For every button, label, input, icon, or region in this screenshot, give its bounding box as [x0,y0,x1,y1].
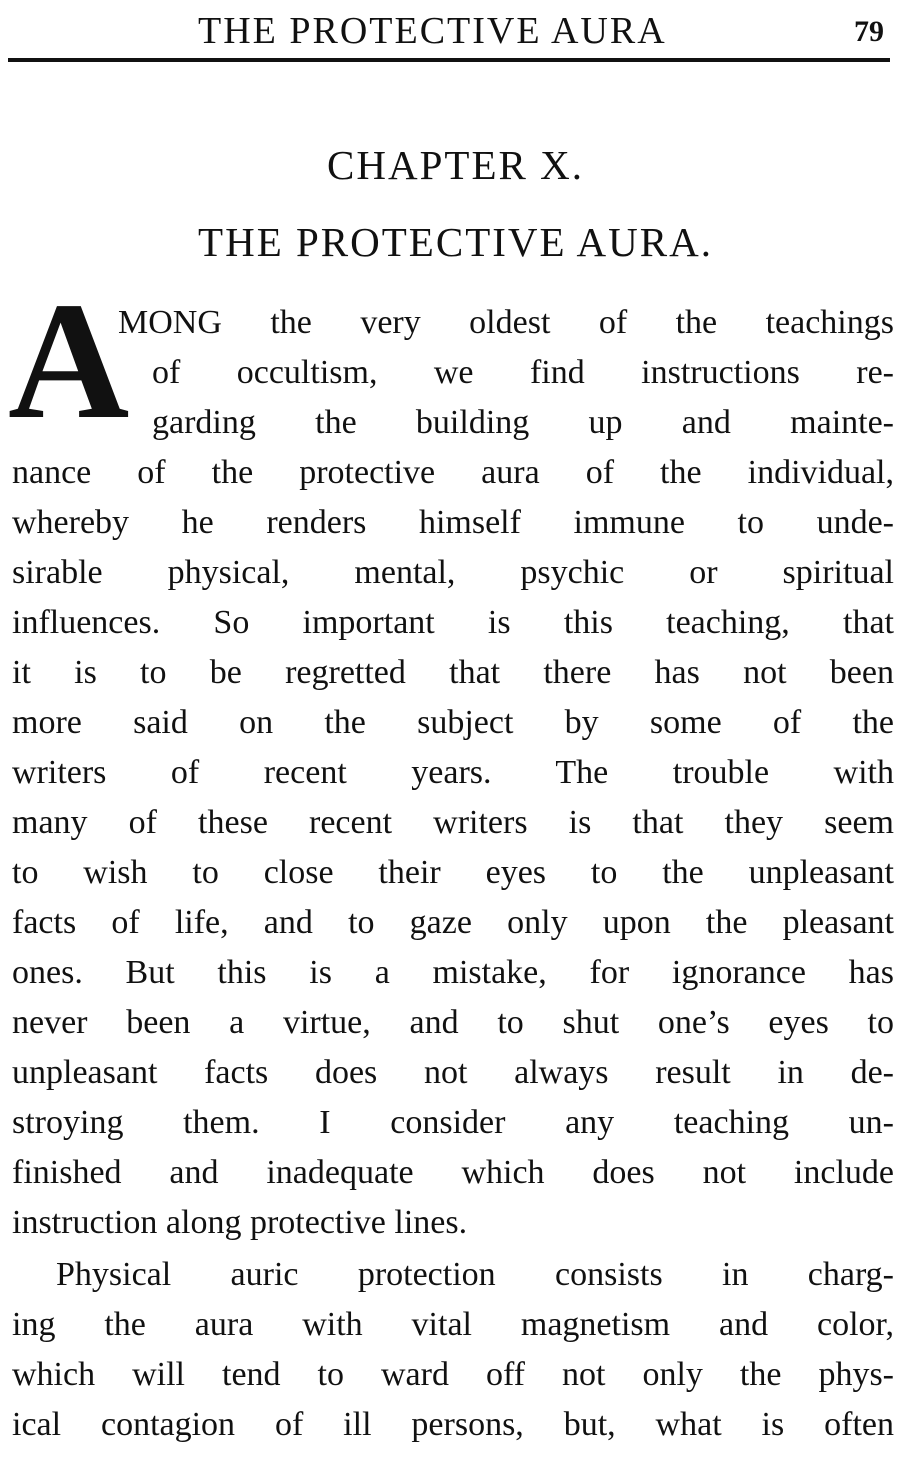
text-line: ical contagion of ill persons, but, what is often [12,1406,894,1443]
text-line: it is to be regretted that there has not been [12,654,894,691]
text-line: many of these recent writers is that they seem [12,804,894,841]
drop-cap: A [8,268,130,454]
text-line: to wish to close their eyes to the unpleasant [12,854,894,891]
page-number: 79 [854,15,884,48]
running-title: THE PROTECTIVE AURA [198,10,667,52]
text-line: which will tend to ward off not only the phys- [12,1356,894,1393]
text-line: nance of the protective aura of the individual, [12,454,894,491]
text-line: instruction along protective lines. [12,1204,468,1241]
text-line: influences. So important is this teaching, that [12,604,894,641]
chapter-number: CHAPTER X. [327,142,584,188]
running-head [8,8,888,54]
chapter-title: THE PROTECTIVE AURA. [198,219,713,265]
text-line: stroying them. I consider any teaching un- [12,1104,894,1141]
text-line: ing the aura with vital magnetism and color, [12,1306,894,1343]
text-line: never been a virtue, and to shut one’s eyes to [12,1004,894,1041]
text-line: writers of recent years. The trouble with [12,754,894,791]
text-line: ones. But this is a mistake, for ignorance has [12,954,894,991]
header-rule [8,58,890,62]
text-line: unpleasant facts does not always result in de- [12,1054,894,1091]
text-line: MONG the very oldest of the teachings [118,304,894,341]
text-line: Physical auric protection consists in charg- [56,1256,894,1293]
text-line: more said on the subject by some of the [12,704,894,741]
text-line: sirable physical, mental, psychic or spiritual [12,554,894,591]
text-line: garding the building up and mainte- [152,404,894,441]
text-line: of occultism, we find instructions re- [152,354,894,391]
text-line: whereby he renders himself immune to unde- [12,504,894,541]
text-line: facts of life, and to gaze only upon the pleasant [12,904,894,941]
text-line: finished and inadequate which does not include [12,1154,894,1191]
